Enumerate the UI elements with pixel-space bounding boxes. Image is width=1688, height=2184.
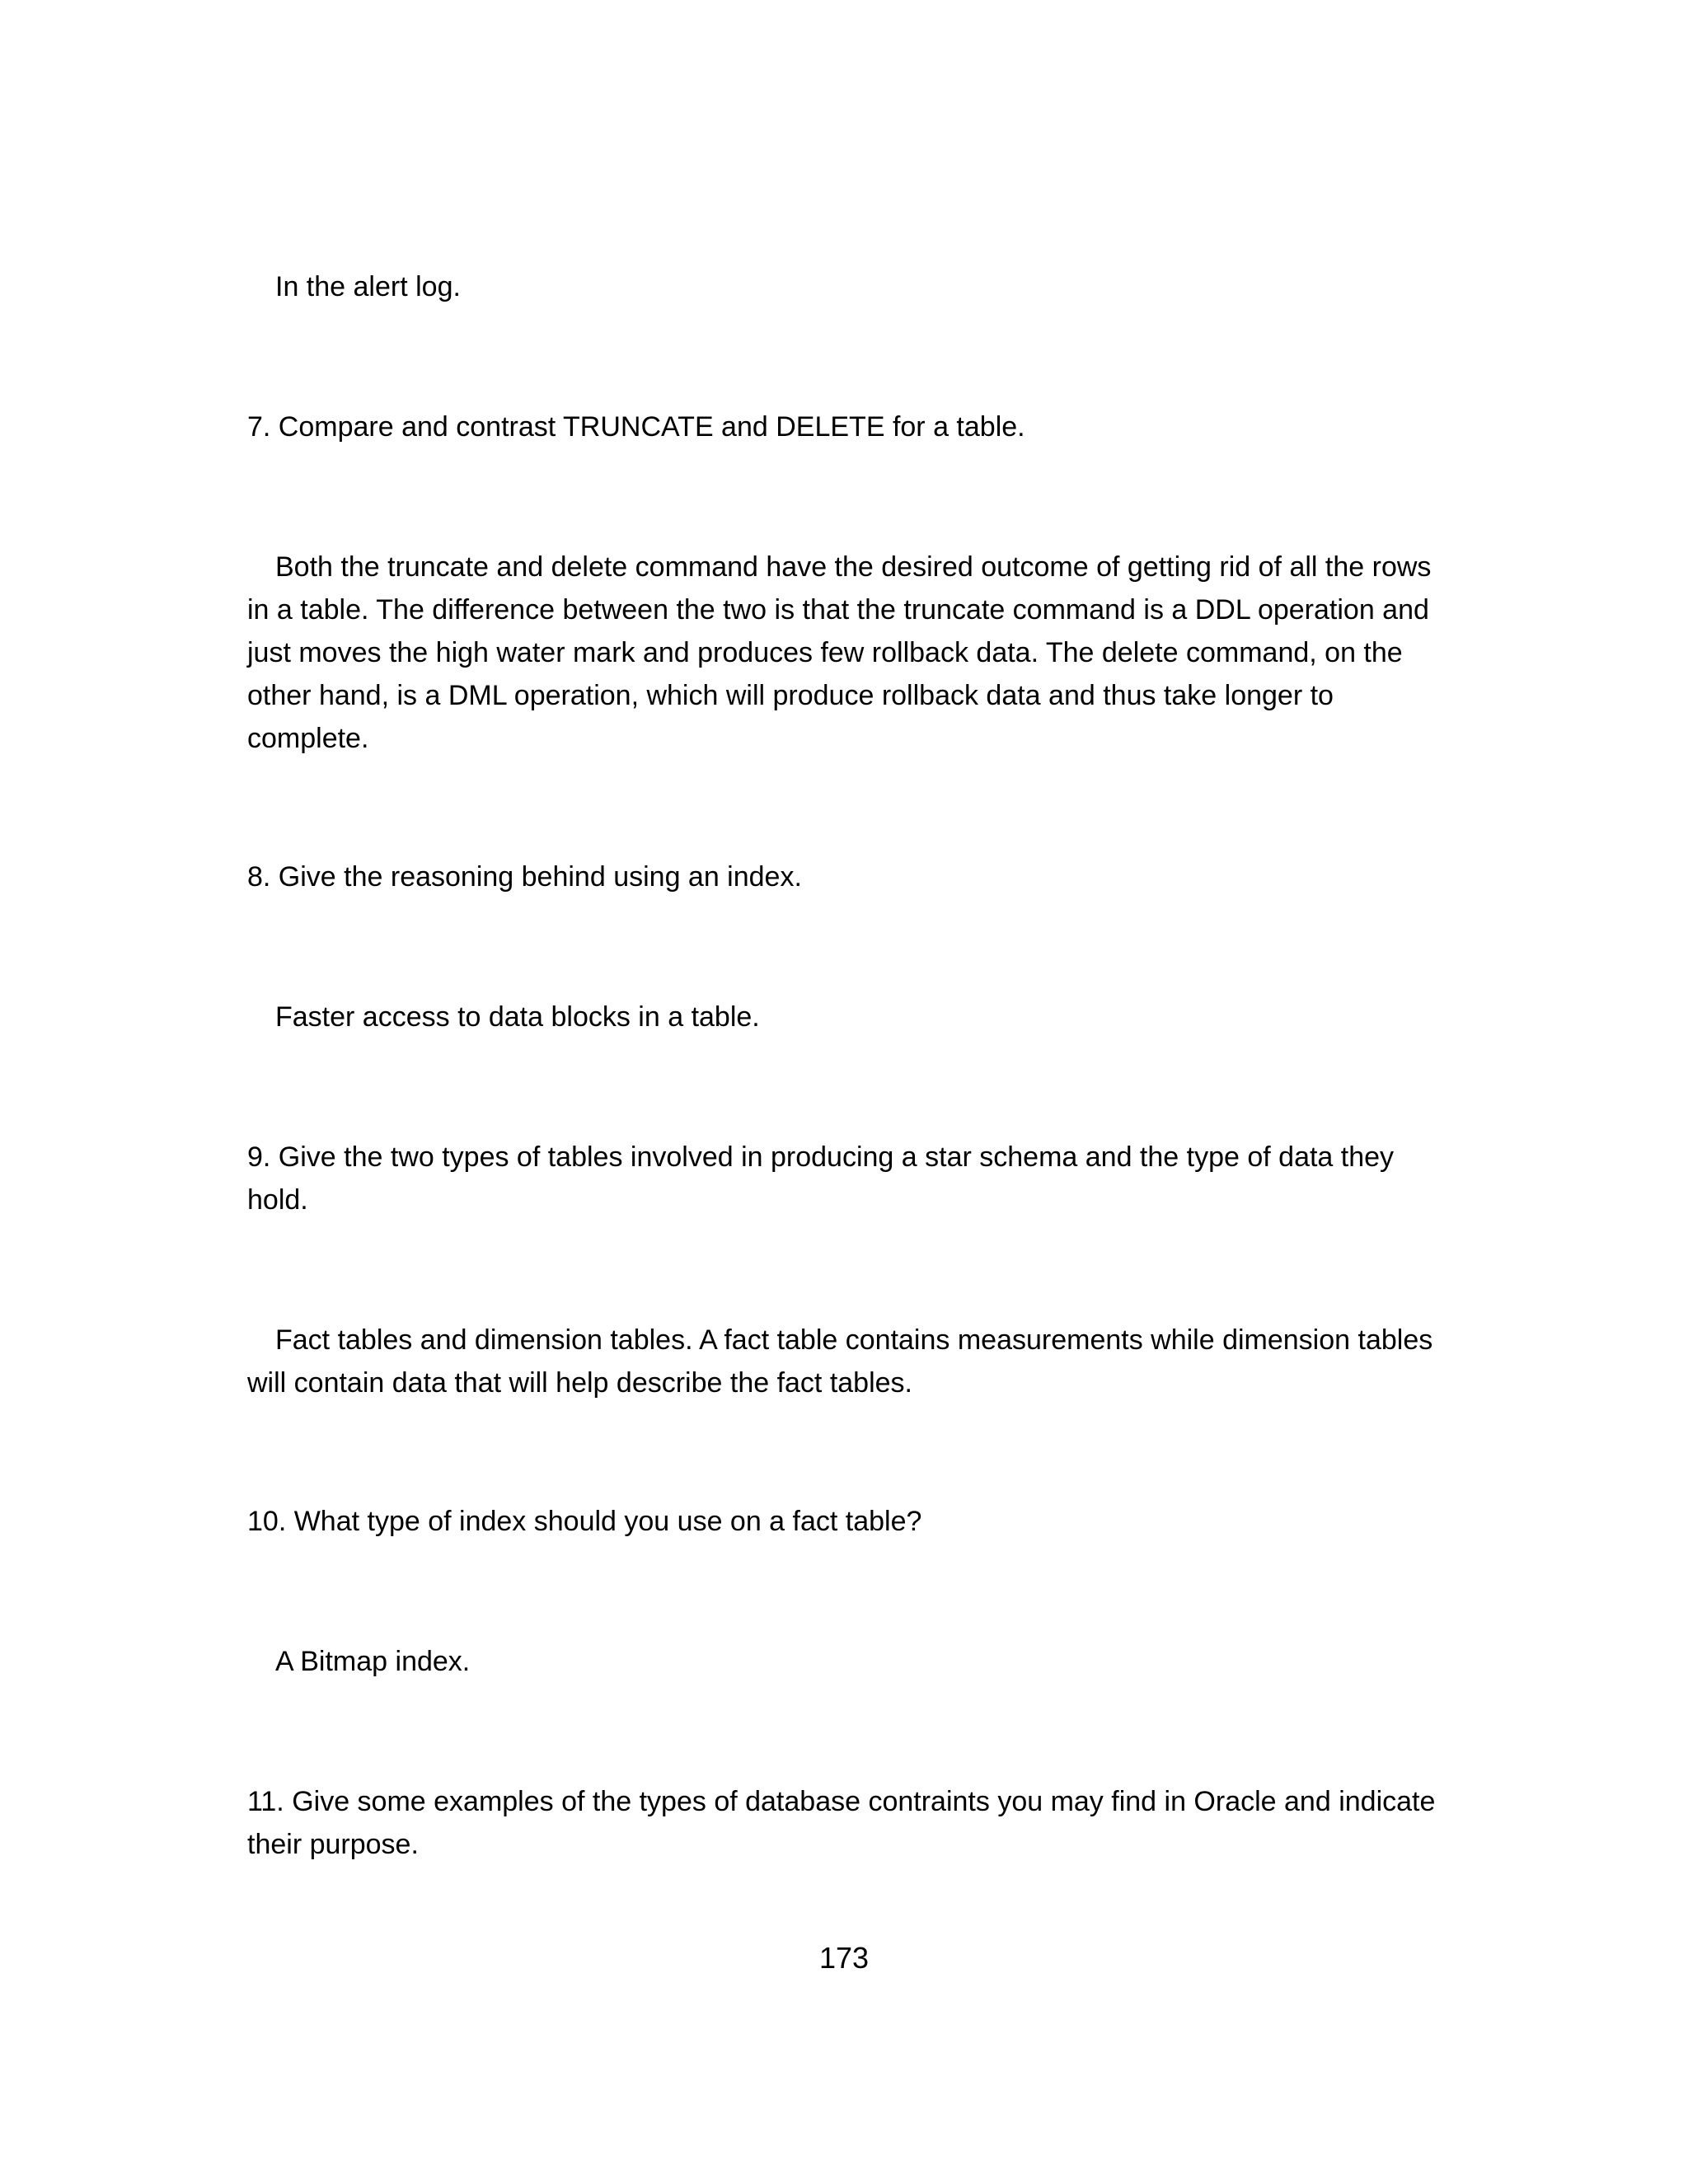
question-9: 9. Give the two types of tables involved in producing a star schema and the type of data they hold. — [247, 1141, 1395, 1216]
question-7: 7. Compare and contrast TRUNCATE and DELETE for a table. — [247, 411, 1025, 443]
question-10: 10. What type of index should you use on a fact table? — [247, 1506, 922, 1537]
answer-10: A Bitmap index. — [275, 1646, 471, 1677]
answer-8: Faster access to data blocks in a table. — [275, 1001, 760, 1033]
answer-9: Fact tables and dimension tables. A fact table contains measurements while dimension tables will contain data that will help describe the fact tables. — [247, 1324, 1433, 1399]
question-8: 8. Give the reasoning behind using an index. — [247, 861, 802, 893]
answer-7: Both the truncate and delete command have the desired outcome of getting rid of all the rows in a table. The difference between the two is that the truncate command is a DDL operation and just moves the high water mark and produces few rollback data. The delete command, on the other hand, is a DML operation, which will produce rollback data and thus take longer to complete. — [247, 551, 1432, 754]
answer-alert-log: In the alert log. — [275, 271, 461, 302]
page-number: 173 — [818, 1941, 870, 1975]
question-11: 11. Give some examples of the types of database contraints you may find in Oracle and indicate their purpose. — [247, 1786, 1436, 1860]
